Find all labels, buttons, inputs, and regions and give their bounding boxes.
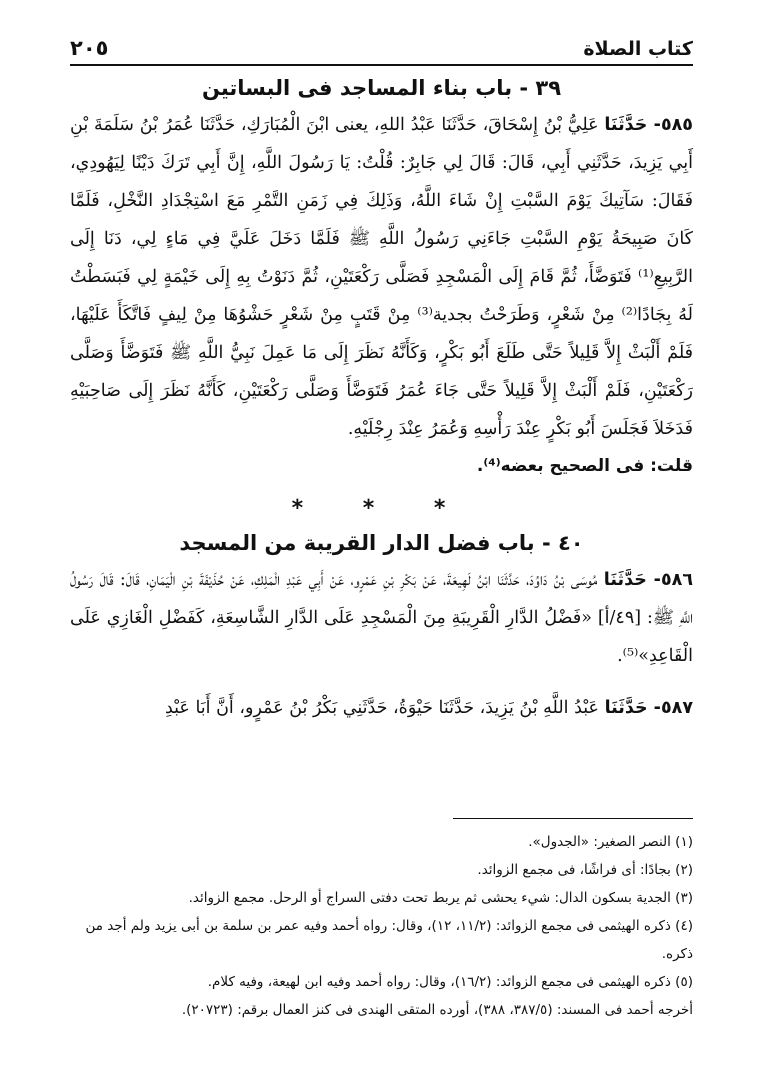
footnote-rule (453, 818, 693, 819)
section-heading-40: ٤٠ - باب فضل الدار القريبة من المسجد (179, 531, 584, 555)
hadith-586-number: ٥٨٦- حَدَّثَنَا (603, 570, 693, 590)
footnote-1: (١) النصر الصغير: «الجدول». (528, 834, 693, 850)
hadith-587-number: ٥٨٧- حَدَّثَنَا (604, 698, 693, 718)
hadith-585-text: عَلِيُّ بْنُ إِسْحَاقَ، حَدَّثَنَا عَبْدُ اللهِ، يعنى ابْنَ الْمُبَارَكِ، حَدَّثَنَا عُمَرُ بْنُ سَلَمَةَ بْنِ أَبِي يَزِيدَ، حَدَّثَنِي أَبِي، قَالَ: قَالَ لِي جَابِرٌ: قُلْتُ: يَا رَسُولَ اللَّهِ، إِنَّ أَبِي تَرَكَ دَيْنًا لِيَهُودِي، فَقَالَ: سَآتِيكَ يَوْمَ السَّبْتِ إِنْ شَاءَ اللَّهُ، وَذَلِكَ فِي زَمَنِ التَّمْرِ مَعَ اسْتِجْدَادِ النَّخْلِ، فَلَمَّا كَانَ صَبِيحَةُ يَوْمِ السَّبْتِ جَاءَنِي رَسُولُ اللَّهِ ﷺ فَلَمَّا دَخَلَ عَلَيَّ فِي مَاءٍ لِي، دَنَا إِلَى الرَّبِيعِ⁽¹⁾ فَتَوَضَّأَ، ثُمَّ قَامَ إِلَى الْمَسْجِدِ فَصَلَّى رَكْعَتَيْنِ، ثُمَّ دَنَوْتُ بِهِ إِلَى خَيْمَةٍ لِي فَبَسَطْتُ لَهُ بِجَادًا⁽²⁾ مِنْ شَعْرٍ، وَطَرَحْتُ بجدية⁽³⁾ مِنْ قَتَبٍ مِنْ شَعْرٍ حَشْوُهَا مِنْ لِيفٍ فَاتَّكَأَ عَلَيْهَا، فَلَمْ أَلْبَثْ إِلاَّ قَلِيلاً حَتَّى طَلَعَ أَبُو بَكْرٍ، وَكَأَنَّهُ نَظَرَ إِلَى مَا عَمِلَ نَبِيُّ اللَّهِ ﷺ فَتَوَضَّأَ وَصَلَّى رَكْعَتَيْنِ، فَلَمْ أَلْبَثْ إِلاَّ قَلِيلاً حَتَّى جَاءَ عُمَرُ فَتَوَضَّأَ وَصَلَّى رَكْعَتَيْنِ، كَأَنَّهُ نَظَرَ إِلَى صَاحِبَيْهِ فَدَخَلاَ فَجَلَسَ أَبُو بَكْرٍ عِنْدَ رَأْسِهِ وَعُمَرُ عِنْدَ رِجْلَيْهِ. (70, 115, 693, 439)
editor-note: قلت: فى الصحيح بعضه⁽⁴⁾. (476, 456, 693, 476)
footnote-2: (٢) بجادًا: أى فراشًا، فى مجمع الزوائد. (477, 862, 693, 878)
footnote-5-continued: أخرجه أحمد فى المسند: (٣٨٧/٥، ٣٨٨)، أورده المتقى الهندى فى كنز العمال برقم: (٢٠٧٢٣). (181, 1002, 693, 1018)
book-title: كتاب الصلاة (583, 38, 693, 60)
page-number: ٢٠٥ (70, 36, 109, 60)
hadith-585 (70, 106, 693, 448)
hadith-587-text: عَبْدُ اللَّهِ بْنُ يَزِيدَ، حَدَّثَنَا حَيْوَةُ، حَدَّثَنِي بَكْرُ بْنُ عَمْرٍو، أَنَّ أَبَا عَبْدِ (164, 698, 599, 718)
footnotes (70, 828, 693, 1024)
footnote-5: (٥) ذكره الهيثمى فى مجمع الزوائد: (١٦/٢)، وقال: رواه أحمد وفيه ابن لهيعة، وفيه كلام. (207, 974, 693, 990)
running-header (70, 30, 693, 66)
section-heading-39: ٣٩ - باب بناء المساجد فى البساتين (201, 76, 562, 100)
hadith-587 (70, 689, 693, 727)
section-separator: * * * (291, 496, 472, 521)
footnote-3: (٣) الجدية بسكون الدال: شيء يحشى ثم يربط تحت دفتى السراج أو الرحل. مجمع الزوائد. (188, 890, 693, 906)
footnote-4: (٤) ذكره الهيثمى فى مجمع الزوائد: (١١/٢، ١٢)، وقال: رواه أحمد وفيه عمر بن سلمة بن أبى يزيد ولم أجد من ذكره. (85, 918, 693, 962)
hadith-586-text: مُوسَى بْنُ دَاوُدَ، حَدَّثَنَا ابْنُ لَهِيعَةَ، عَنْ بَكْرِ بْنِ عَمْرٍو، عَنْ أَبِي عَبْدِ الْمَلِكِ، عَنْ حُذَيْفَةَ بْنِ الْيَمَانِ، قَالَ: قَالَ رَسُولُ اللَّهِ ﷺ: [٤٩/أ] «فَضْلُ الدَّارِ الْقَرِيبَةِ مِنَ الْمَسْجِدِ عَلَى الدَّارِ الشَّاسِعَةِ، كَفَضْلِ الْغَازِي عَلَى الْقَاعِدِ»⁽⁵⁾. (70, 570, 693, 666)
hadith-586 (70, 561, 693, 675)
hadith-585-number: ٥٨٥- حَدَّثَنَا (604, 115, 693, 135)
